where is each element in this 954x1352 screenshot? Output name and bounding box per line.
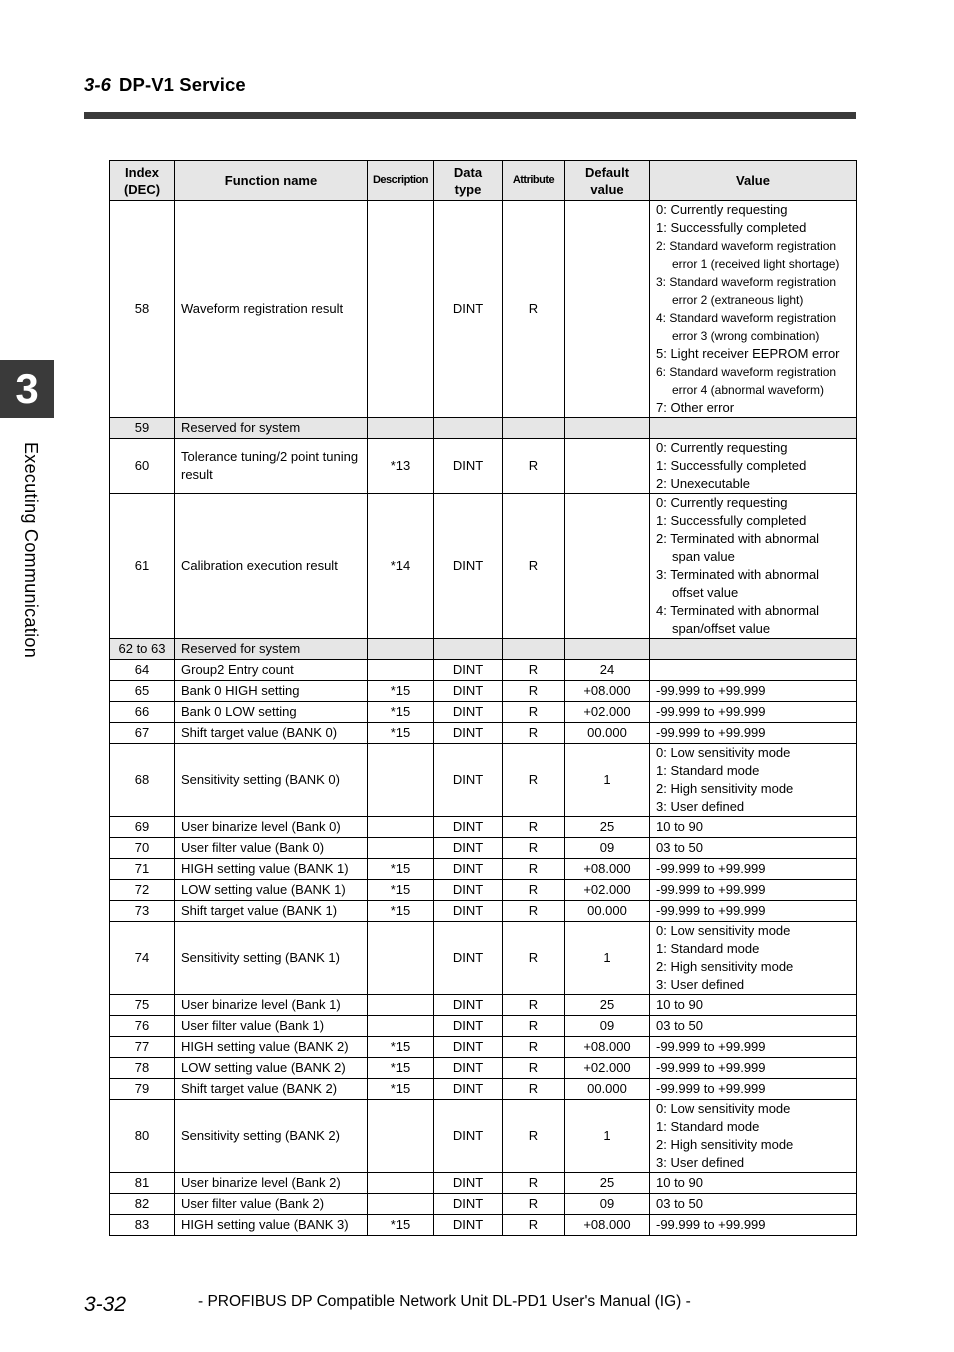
cell-function-name: Shift target value (BANK 1) <box>175 901 368 922</box>
cell-default-value <box>565 439 650 494</box>
cell-description: *13 <box>368 439 434 494</box>
cell-value <box>650 1215 857 1236</box>
cell-default-value: +08.000 <box>565 859 650 880</box>
cell-value <box>650 439 857 494</box>
value-line: 2: Terminated with abnormal <box>656 531 820 546</box>
cell-default-value: 1 <box>565 922 650 995</box>
cell-attribute: R <box>503 681 565 702</box>
section-heading <box>84 74 246 96</box>
table-row <box>110 838 857 859</box>
cell-index: 73 <box>110 901 175 922</box>
table-row <box>110 723 857 744</box>
cell-attribute: R <box>503 494 565 639</box>
cell-index: 69 <box>110 817 175 838</box>
table-row <box>110 922 857 995</box>
cell-index: 66 <box>110 702 175 723</box>
cell-description <box>368 639 434 660</box>
cell-function-name: Sensitivity setting (BANK 2) <box>175 1100 368 1173</box>
cell-attribute: R <box>503 439 565 494</box>
value-line: 03 to 50 <box>656 1196 703 1211</box>
value-line: span/offset value <box>672 621 771 636</box>
value-line: 3: User defined <box>656 977 745 992</box>
cell-index: 67 <box>110 723 175 744</box>
cell-attribute <box>503 418 565 439</box>
cell-index: 62 to 63 <box>110 639 175 660</box>
cell-description: *15 <box>368 723 434 744</box>
manual-title-footer: - PROFIBUS DP Compatible Network Unit DL-PD1 User's Manual (IG) - <box>198 1293 691 1310</box>
value-line: 1: Successfully completed <box>656 458 807 473</box>
cell-data-type: DINT <box>434 723 503 744</box>
cell-index: 59 <box>110 418 175 439</box>
cell-function-name: Shift target value (BANK 0) <box>175 723 368 744</box>
table-row <box>110 1016 857 1037</box>
cell-index: 70 <box>110 838 175 859</box>
cell-value <box>650 1058 857 1079</box>
cell-attribute: R <box>503 1194 565 1215</box>
cell-data-type: DINT <box>434 817 503 838</box>
value-line: -99.999 to +99.999 <box>656 1039 766 1054</box>
value-line: 4: Terminated with abnormal <box>656 603 820 618</box>
cell-attribute: R <box>503 880 565 901</box>
cell-function-name: Sensitivity setting (BANK 0) <box>175 744 368 817</box>
cell-data-type: DINT <box>434 1215 503 1236</box>
cell-attribute: R <box>503 1016 565 1037</box>
cell-description <box>368 995 434 1016</box>
cell-index: 82 <box>110 1194 175 1215</box>
cell-value <box>650 418 857 439</box>
column-header-default-value: Default value <box>565 161 650 201</box>
column-header-attribute: Attribute <box>503 161 565 201</box>
cell-value <box>650 1079 857 1100</box>
cell-function-name: User filter value (Bank 2) <box>175 1194 368 1215</box>
value-line: -99.999 to +99.999 <box>656 704 766 719</box>
value-line: 0: Low sensitivity mode <box>656 1101 791 1116</box>
value-line: 2: High sensitivity mode <box>656 781 794 796</box>
cell-function-name: User binarize level (Bank 2) <box>175 1173 368 1194</box>
cell-default-value: 25 <box>565 1173 650 1194</box>
table-row <box>110 660 857 681</box>
table-row <box>110 901 857 922</box>
cell-index: 81 <box>110 1173 175 1194</box>
value-line: 10 to 90 <box>656 997 703 1012</box>
value-line: 0: Low sensitivity mode <box>656 923 791 938</box>
table-row <box>110 1215 857 1236</box>
cell-description <box>368 1173 434 1194</box>
value-line: error 4 (abnormal waveform) <box>672 383 825 397</box>
cell-value <box>650 880 857 901</box>
cell-description <box>368 1100 434 1173</box>
cell-value <box>650 702 857 723</box>
table-row <box>110 995 857 1016</box>
cell-default-value: 09 <box>565 1016 650 1037</box>
value-line: error 3 (wrong combination) <box>672 329 820 343</box>
column-header-value: Value <box>650 161 857 201</box>
cell-default-value: 09 <box>565 838 650 859</box>
cell-function-name: Calibration execution result <box>175 494 368 639</box>
cell-function-name: User binarize level (Bank 1) <box>175 995 368 1016</box>
value-line: -99.999 to +99.999 <box>656 882 766 897</box>
cell-function-name: Shift target value (BANK 2) <box>175 1079 368 1100</box>
cell-default-value: 00.000 <box>565 1079 650 1100</box>
cell-attribute: R <box>503 1173 565 1194</box>
cell-data-type <box>434 639 503 660</box>
cell-default-value: 24 <box>565 660 650 681</box>
cell-value <box>650 723 857 744</box>
cell-index: 74 <box>110 922 175 995</box>
cell-data-type: DINT <box>434 922 503 995</box>
section-number: 3-6 <box>84 74 112 95</box>
cell-default-value <box>565 418 650 439</box>
cell-description <box>368 660 434 681</box>
cell-index: 79 <box>110 1079 175 1100</box>
table-row <box>110 439 857 494</box>
table-row <box>110 702 857 723</box>
cell-data-type: DINT <box>434 859 503 880</box>
table-row <box>110 639 857 660</box>
cell-value <box>650 1173 857 1194</box>
value-line: error 2 (extraneous light) <box>672 293 804 307</box>
cell-description: *15 <box>368 880 434 901</box>
cell-default-value: +02.000 <box>565 880 650 901</box>
value-line: -99.999 to +99.999 <box>656 1217 766 1232</box>
table-row <box>110 817 857 838</box>
cell-value <box>650 995 857 1016</box>
cell-attribute: R <box>503 723 565 744</box>
column-header-description: Description <box>368 161 434 201</box>
cell-function-name: Reserved for system <box>175 639 368 660</box>
section-title: DP-V1 Service <box>119 74 246 95</box>
value-line: -99.999 to +99.999 <box>656 725 766 740</box>
cell-index: 78 <box>110 1058 175 1079</box>
value-line: error 1 (received light shortage) <box>672 257 840 271</box>
cell-default-value <box>565 494 650 639</box>
cell-value <box>650 681 857 702</box>
cell-attribute: R <box>503 660 565 681</box>
header-rule <box>84 112 856 119</box>
cell-data-type: DINT <box>434 702 503 723</box>
value-line: 1: Standard mode <box>656 941 760 956</box>
cell-default-value: 09 <box>565 1194 650 1215</box>
cell-default-value: +02.000 <box>565 1058 650 1079</box>
cell-default-value: +08.000 <box>565 1037 650 1058</box>
cell-description <box>368 1194 434 1215</box>
cell-function-name: HIGH setting value (BANK 3) <box>175 1215 368 1236</box>
value-line: 4: Standard waveform registration <box>656 311 837 325</box>
cell-index: 65 <box>110 681 175 702</box>
cell-attribute: R <box>503 201 565 418</box>
value-line: 1: Standard mode <box>656 1119 760 1134</box>
value-line: 6: Standard waveform registration <box>656 365 837 379</box>
cell-value <box>650 1037 857 1058</box>
value-line: 3: User defined <box>656 799 745 814</box>
cell-description: *15 <box>368 859 434 880</box>
value-line: 3: User defined <box>656 1155 745 1170</box>
cell-attribute: R <box>503 995 565 1016</box>
value-line: 0: Currently requesting <box>656 202 788 217</box>
cell-index: 83 <box>110 1215 175 1236</box>
table-row <box>110 494 857 639</box>
cell-data-type: DINT <box>434 838 503 859</box>
cell-description: *15 <box>368 1037 434 1058</box>
cell-attribute: R <box>503 1215 565 1236</box>
cell-function-name: Bank 0 HIGH setting <box>175 681 368 702</box>
value-line: 03 to 50 <box>656 840 703 855</box>
cell-description: *15 <box>368 681 434 702</box>
cell-description: *15 <box>368 901 434 922</box>
cell-function-name: LOW setting value (BANK 1) <box>175 880 368 901</box>
cell-description <box>368 922 434 995</box>
value-line: -99.999 to +99.999 <box>656 683 766 698</box>
cell-function-name: User filter value (Bank 1) <box>175 1016 368 1037</box>
column-header-data-type: Data type <box>434 161 503 201</box>
cell-index: 71 <box>110 859 175 880</box>
cell-value <box>650 1016 857 1037</box>
cell-description <box>368 838 434 859</box>
cell-data-type: DINT <box>434 201 503 418</box>
value-line: -99.999 to +99.999 <box>656 1081 766 1096</box>
cell-default-value: +02.000 <box>565 702 650 723</box>
cell-value <box>650 660 857 681</box>
table-row <box>110 1079 857 1100</box>
cell-value <box>650 1194 857 1215</box>
value-line: 0: Currently requesting <box>656 495 788 510</box>
dp-v1-parameter-table <box>109 160 857 1236</box>
chapter-side-label: Executing Communication <box>21 442 41 659</box>
cell-function-name: User binarize level (Bank 0) <box>175 817 368 838</box>
cell-value <box>650 922 857 995</box>
cell-default-value: 00.000 <box>565 723 650 744</box>
cell-data-type: DINT <box>434 439 503 494</box>
cell-index: 61 <box>110 494 175 639</box>
cell-default-value <box>565 201 650 418</box>
cell-description <box>368 201 434 418</box>
cell-description <box>368 418 434 439</box>
cell-attribute: R <box>503 1100 565 1173</box>
column-header-index: Index (DEC) <box>110 161 175 201</box>
value-line: 2: Standard waveform registration <box>656 239 837 253</box>
cell-default-value: 00.000 <box>565 901 650 922</box>
cell-default-value: +08.000 <box>565 681 650 702</box>
value-line: offset value <box>672 585 739 600</box>
table-body <box>110 201 857 1236</box>
cell-default-value: 1 <box>565 1100 650 1173</box>
cell-data-type: DINT <box>434 681 503 702</box>
cell-function-name: Sensitivity setting (BANK 1) <box>175 922 368 995</box>
cell-data-type: DINT <box>434 901 503 922</box>
cell-data-type: DINT <box>434 1037 503 1058</box>
cell-index: 68 <box>110 744 175 817</box>
cell-attribute: R <box>503 817 565 838</box>
cell-default-value: +08.000 <box>565 1215 650 1236</box>
cell-index: 60 <box>110 439 175 494</box>
cell-attribute: R <box>503 1058 565 1079</box>
chapter-number: 3 <box>15 365 39 412</box>
cell-data-type: DINT <box>434 1194 503 1215</box>
table-row <box>110 744 857 817</box>
cell-attribute: R <box>503 1037 565 1058</box>
value-line: 0: Low sensitivity mode <box>656 745 791 760</box>
value-line: 1: Successfully completed <box>656 220 807 235</box>
value-line: 7: Other error <box>656 400 735 415</box>
cell-data-type: DINT <box>434 494 503 639</box>
cell-value <box>650 838 857 859</box>
value-line: span value <box>672 549 735 564</box>
cell-data-type: DINT <box>434 1016 503 1037</box>
cell-index: 58 <box>110 201 175 418</box>
table-row <box>110 681 857 702</box>
cell-data-type: DINT <box>434 1058 503 1079</box>
cell-value <box>650 1100 857 1173</box>
value-line: 2: High sensitivity mode <box>656 959 794 974</box>
column-header-function-name: Function name <box>175 161 368 201</box>
page-number: 3-32 <box>84 1293 127 1316</box>
cell-attribute: R <box>503 901 565 922</box>
cell-default-value: 1 <box>565 744 650 817</box>
cell-description: *15 <box>368 1079 434 1100</box>
table-row <box>110 1194 857 1215</box>
cell-attribute: R <box>503 859 565 880</box>
table-row <box>110 418 857 439</box>
value-line: -99.999 to +99.999 <box>656 1060 766 1075</box>
cell-function-name: Reserved for system <box>175 418 368 439</box>
cell-attribute: R <box>503 702 565 723</box>
value-line: -99.999 to +99.999 <box>656 861 766 876</box>
cell-index: 64 <box>110 660 175 681</box>
cell-data-type: DINT <box>434 1173 503 1194</box>
cell-default-value: 25 <box>565 817 650 838</box>
cell-function-name: LOW setting value (BANK 2) <box>175 1058 368 1079</box>
table-row <box>110 1037 857 1058</box>
value-line: 1: Standard mode <box>656 763 760 778</box>
cell-data-type: DINT <box>434 880 503 901</box>
cell-function-name: HIGH setting value (BANK 2) <box>175 1037 368 1058</box>
cell-index: 72 <box>110 880 175 901</box>
cell-function-name: Tolerance tuning/2 point tuning result <box>175 439 368 494</box>
cell-function-name: Bank 0 LOW setting <box>175 702 368 723</box>
value-line: 5: Light receiver EEPROM error <box>656 346 840 361</box>
value-line: 10 to 90 <box>656 819 703 834</box>
table-row <box>110 1058 857 1079</box>
cell-attribute <box>503 639 565 660</box>
value-line: 2: Unexecutable <box>656 476 750 491</box>
table-row <box>110 201 857 418</box>
cell-value <box>650 859 857 880</box>
cell-description: *14 <box>368 494 434 639</box>
table-header-row <box>110 161 857 201</box>
cell-index: 76 <box>110 1016 175 1037</box>
cell-description: *15 <box>368 1215 434 1236</box>
cell-description <box>368 744 434 817</box>
value-line: 1: Successfully completed <box>656 513 807 528</box>
cell-attribute: R <box>503 1079 565 1100</box>
value-line: 3: Terminated with abnormal <box>656 567 820 582</box>
cell-index: 77 <box>110 1037 175 1058</box>
value-line: 2: High sensitivity mode <box>656 1137 794 1152</box>
cell-value <box>650 901 857 922</box>
cell-function-name: User filter value (Bank 0) <box>175 838 368 859</box>
cell-default-value <box>565 639 650 660</box>
cell-data-type: DINT <box>434 660 503 681</box>
cell-data-type: DINT <box>434 744 503 817</box>
cell-description: *15 <box>368 702 434 723</box>
cell-function-name: HIGH setting value (BANK 1) <box>175 859 368 880</box>
cell-value <box>650 639 857 660</box>
cell-value <box>650 744 857 817</box>
cell-data-type: DINT <box>434 995 503 1016</box>
value-line: 10 to 90 <box>656 1175 703 1190</box>
table-row <box>110 1100 857 1173</box>
value-line: 3: Standard waveform registration <box>656 275 837 289</box>
table-row <box>110 859 857 880</box>
cell-value <box>650 817 857 838</box>
value-line: -99.999 to +99.999 <box>656 903 766 918</box>
cell-data-type: DINT <box>434 1079 503 1100</box>
cell-data-type <box>434 418 503 439</box>
cell-description <box>368 817 434 838</box>
cell-value <box>650 494 857 639</box>
cell-attribute: R <box>503 744 565 817</box>
value-line: 0: Currently requesting <box>656 440 788 455</box>
cell-index: 80 <box>110 1100 175 1173</box>
value-line: 03 to 50 <box>656 1018 703 1033</box>
table-row <box>110 1173 857 1194</box>
cell-value <box>650 201 857 418</box>
cell-function-name: Group2 Entry count <box>175 660 368 681</box>
cell-description: *15 <box>368 1058 434 1079</box>
cell-attribute: R <box>503 838 565 859</box>
cell-function-name: Waveform registration result <box>175 201 368 418</box>
table-row <box>110 880 857 901</box>
cell-description <box>368 1016 434 1037</box>
cell-attribute: R <box>503 922 565 995</box>
cell-index: 75 <box>110 995 175 1016</box>
cell-data-type: DINT <box>434 1100 503 1173</box>
cell-default-value: 25 <box>565 995 650 1016</box>
chapter-tab <box>0 360 54 418</box>
